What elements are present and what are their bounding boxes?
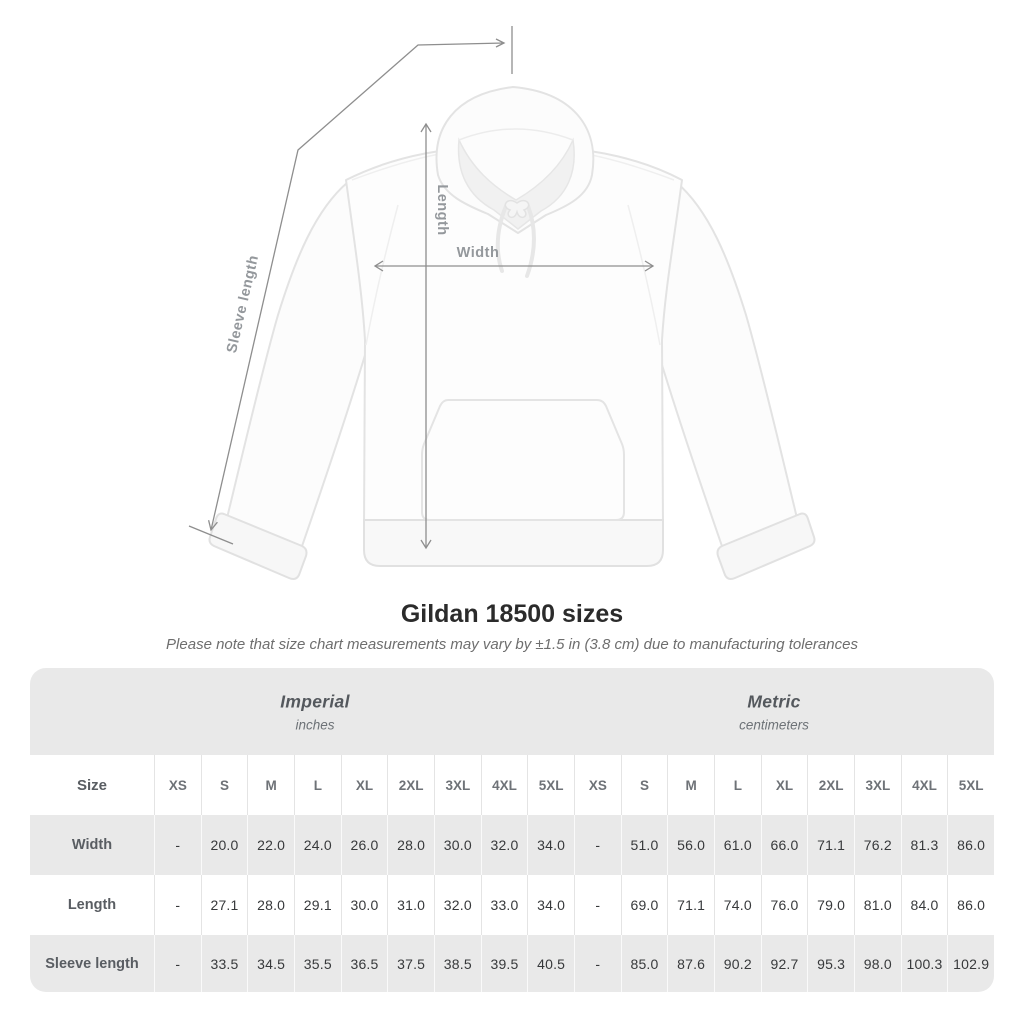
size-header-cell: XL	[761, 755, 808, 815]
imperial-header-title: Imperial	[280, 691, 350, 711]
metric-value-cell: 85.0	[621, 935, 668, 992]
hoodie-waistband	[364, 520, 663, 566]
imperial-value-cell: 33.0	[481, 875, 528, 935]
metric-value-cell: 81.0	[854, 875, 901, 935]
imperial-value-cell: 30.0	[434, 815, 481, 875]
imperial-value-cell: 33.5	[201, 935, 248, 992]
size-header-cell: XS	[574, 755, 621, 815]
size-header-cell: 3XL	[854, 755, 901, 815]
metric-value-cell: 90.2	[714, 935, 761, 992]
metric-value-cell: 86.0	[947, 815, 994, 875]
imperial-value-cell: 34.5	[247, 935, 294, 992]
metric-value-cell: 76.0	[761, 875, 808, 935]
unit-header-band	[30, 668, 994, 755]
size-header-cell: S	[201, 755, 248, 815]
metric-value-cell: -	[574, 935, 621, 992]
metric-value-cell: 87.6	[667, 935, 714, 992]
imperial-header	[280, 691, 350, 732]
imperial-value-cell: -	[154, 875, 201, 935]
size-chart-table	[30, 668, 994, 992]
metric-value-cell: 51.0	[621, 815, 668, 875]
metric-value-cell: 74.0	[714, 875, 761, 935]
metric-value-cell: 69.0	[621, 875, 668, 935]
metric-value-cell: 61.0	[714, 815, 761, 875]
size-header-cell: XL	[341, 755, 388, 815]
size-header-cell: 5XL	[947, 755, 994, 815]
table-row	[30, 935, 994, 992]
imperial-value-cell: 31.0	[387, 875, 434, 935]
imperial-value-cell: 20.0	[201, 815, 248, 875]
imperial-value-cell: 28.0	[247, 875, 294, 935]
imperial-value-cell: 35.5	[294, 935, 341, 992]
sleeve-length-label: Sleeve length	[224, 253, 263, 355]
metric-value-cell: 86.0	[947, 875, 994, 935]
size-header-cell: XS	[154, 755, 201, 815]
width-label: Width	[456, 245, 500, 261]
metric-value-cell: -	[574, 875, 621, 935]
imperial-value-cell: 24.0	[294, 815, 341, 875]
metric-value-cell: 76.2	[854, 815, 901, 875]
metric-header-unit: centimeters	[739, 717, 809, 732]
size-header-cell: 3XL	[434, 755, 481, 815]
table-row	[30, 755, 994, 815]
size-header-cell: M	[667, 755, 714, 815]
size-header-cell: L	[294, 755, 341, 815]
imperial-value-cell: 22.0	[247, 815, 294, 875]
table-row	[30, 815, 994, 875]
imperial-value-cell: 34.0	[527, 875, 574, 935]
metric-value-cell: 98.0	[854, 935, 901, 992]
imperial-value-cell: 32.0	[481, 815, 528, 875]
metric-value-cell: 100.3	[901, 935, 948, 992]
metric-value-cell: 79.0	[807, 875, 854, 935]
imperial-value-cell: 29.1	[294, 875, 341, 935]
imperial-header-unit: inches	[295, 717, 335, 732]
imperial-value-cell: 32.0	[434, 875, 481, 935]
metric-header-title: Metric	[747, 691, 801, 711]
imperial-value-cell: 27.1	[201, 875, 248, 935]
metric-value-cell: 66.0	[761, 815, 808, 875]
imperial-value-cell: 30.0	[341, 875, 388, 935]
imperial-value-cell: 26.0	[341, 815, 388, 875]
metric-value-cell: 95.3	[807, 935, 854, 992]
metric-value-cell: 56.0	[667, 815, 714, 875]
size-header-cell: 4XL	[481, 755, 528, 815]
size-header-cell: 4XL	[901, 755, 948, 815]
size-table-rows	[30, 755, 994, 992]
metric-value-cell: 81.3	[901, 815, 948, 875]
metric-value-cell: 71.1	[807, 815, 854, 875]
metric-value-cell: 102.9	[947, 935, 994, 992]
size-column-header: Size	[76, 776, 107, 794]
imperial-value-cell: 34.0	[527, 815, 574, 875]
size-header-cell: S	[621, 755, 668, 815]
table-row	[30, 875, 994, 935]
metric-header	[739, 691, 809, 732]
size-header-cell: 5XL	[527, 755, 574, 815]
size-header-cell: 2XL	[807, 755, 854, 815]
size-header-cell: 2XL	[387, 755, 434, 815]
page-title: Gildan 18500 sizes	[400, 600, 624, 628]
imperial-value-cell: 38.5	[434, 935, 481, 992]
row-label-cell: Length	[67, 897, 117, 913]
imperial-value-cell: 28.0	[387, 815, 434, 875]
row-label-cell: Width	[71, 837, 113, 853]
metric-value-cell: -	[574, 815, 621, 875]
size-header-cell: L	[714, 755, 761, 815]
hoodie-kangaroo-pocket	[422, 400, 624, 520]
size-header-cell: M	[247, 755, 294, 815]
metric-value-cell: 84.0	[901, 875, 948, 935]
imperial-value-cell: -	[154, 815, 201, 875]
row-label-cell: Sleeve length	[45, 955, 139, 972]
imperial-value-cell: 36.5	[341, 935, 388, 992]
imperial-value-cell: 40.5	[527, 935, 574, 992]
metric-value-cell: 92.7	[761, 935, 808, 992]
imperial-value-cell: 39.5	[481, 935, 528, 992]
metric-value-cell: 71.1	[667, 875, 714, 935]
length-label: Length	[434, 184, 450, 236]
imperial-value-cell: -	[154, 935, 201, 992]
page-subtitle: Please note that size chart measurements may vary by ±1.5 in (3.8 cm) due to manufacturing tolerances	[166, 636, 858, 653]
imperial-value-cell: 37.5	[387, 935, 434, 992]
